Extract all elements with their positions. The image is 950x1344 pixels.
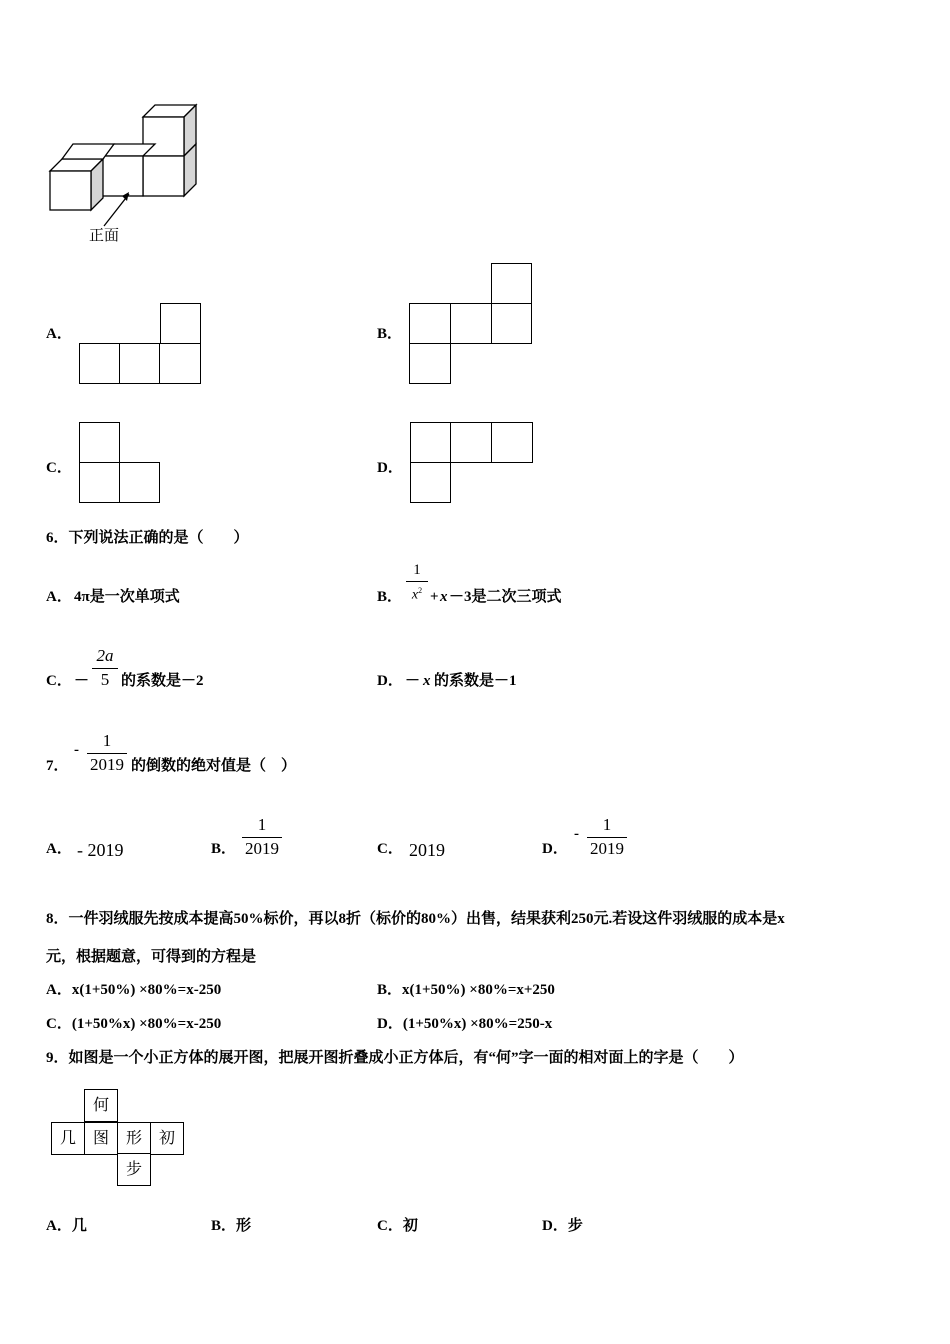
square (79, 462, 120, 503)
square (79, 422, 120, 463)
q8-option-b[interactable]: B．x(1+50%) ×80%=x+250 (377, 982, 555, 998)
q6-b-fraction (406, 562, 428, 604)
square (119, 343, 160, 384)
q6-b-rest: －3是二次三项式 (449, 589, 562, 605)
q7-minus: - (74, 742, 79, 758)
q6-d-minus: － (405, 673, 421, 689)
front-label: 正面 (89, 226, 120, 244)
q6-c-rest: 的系数是－2 (121, 673, 204, 689)
q7-d-minus: - (574, 826, 579, 842)
square (409, 303, 451, 344)
numerator: 1 (257, 815, 267, 834)
q5-option-c-letter[interactable]: C． (46, 460, 72, 476)
q5-option-a-letter[interactable]: A． (46, 326, 72, 342)
q6-stem: 6．下列说法正确的是（ ） (46, 530, 249, 546)
q7-option-b-letter[interactable]: B． (211, 841, 237, 857)
square (410, 422, 451, 463)
square (79, 343, 120, 384)
q8-stem-line2: 元，根据题意，可得到的方程是 (46, 949, 257, 965)
square (491, 303, 532, 344)
q8-option-c[interactable]: C．(1+50%x) ×80%=x-250 (46, 1016, 222, 1032)
q7-option-c-letter[interactable]: C． (377, 841, 403, 857)
net-face-4: 初 (150, 1122, 184, 1155)
q8-option-a[interactable]: A．x(1+50%) ×80%=x-250 (46, 982, 222, 998)
square (491, 422, 533, 463)
denominator: 2019 (245, 839, 279, 858)
q6-b-plus: + (430, 589, 439, 605)
q6-option-d-letter[interactable]: D． (377, 673, 403, 689)
q7-fraction (87, 731, 127, 775)
q5-option-d-letter[interactable]: D． (377, 460, 403, 476)
q6-c-fraction (92, 646, 118, 690)
q7-option-d-letter[interactable]: D． (542, 841, 568, 857)
numerator: 1 (413, 562, 421, 578)
denominator: 2019 (90, 755, 124, 774)
q6-d-rest: 的系数是－1 (434, 673, 517, 689)
denominator: 2019 (590, 839, 624, 858)
q6-c-minus: － (74, 673, 90, 689)
q7-c-value: 2019 (409, 840, 445, 860)
q9-stem: 9．如图是一个小正方体的展开图，把展开图折叠成小正方体后，有“何”字一面的相对面上的字是（ ） (46, 1050, 744, 1066)
net-face-3: 形 (117, 1122, 151, 1155)
square (409, 343, 451, 384)
square (410, 462, 451, 503)
denominator: x (411, 587, 419, 603)
q7-a-value: - 2019 (77, 840, 124, 860)
q9-option-a[interactable]: A．几 (46, 1218, 87, 1234)
q7-d-fraction (587, 815, 627, 859)
net-face-1: 几 (51, 1122, 85, 1155)
q6-d-x: x (423, 673, 431, 689)
numerator: 2a (96, 646, 114, 665)
square (159, 343, 201, 384)
net-face-2: 图 (84, 1122, 118, 1155)
exponent: 2 (418, 586, 423, 595)
q9-option-d[interactable]: D．步 (542, 1218, 583, 1234)
q7-b-fraction (242, 815, 282, 859)
numerator: 1 (602, 815, 612, 834)
square (450, 422, 492, 463)
q7-stem-rest: 的倒数的绝对值是（ ） (131, 758, 297, 774)
numerator: 1 (102, 731, 112, 750)
cube-stack-figure (44, 100, 204, 220)
q8-option-d[interactable]: D．(1+50%x) ×80%=250-x (377, 1016, 553, 1032)
q6-option-a-text: 4π是一次单项式 (74, 589, 180, 605)
q9-option-c[interactable]: C．初 (377, 1218, 418, 1234)
square (160, 303, 201, 344)
q9-option-b[interactable]: B．形 (211, 1218, 252, 1234)
q6-option-c-letter[interactable]: C． (46, 673, 72, 689)
q6-option-b-letter[interactable]: B． (377, 589, 403, 605)
denominator: 5 (100, 670, 110, 689)
q7-number: 7． (46, 758, 69, 774)
q7-option-a-letter[interactable]: A． (46, 841, 72, 857)
square (119, 462, 160, 503)
q6-option-a-letter[interactable]: A． (46, 589, 72, 605)
q8-stem-line1: 8．一件羽绒服先按成本提高50%标价，再以8折（标价的80%）出售，结果获利250元.若设这件羽绒服的成本是x (46, 911, 785, 927)
net-face-top: 何 (84, 1089, 118, 1122)
square (491, 263, 532, 304)
square (450, 303, 492, 344)
q5-option-b-letter[interactable]: B． (377, 326, 403, 342)
q6-b-x: x (440, 589, 448, 605)
net-face-bottom: 步 (117, 1153, 151, 1186)
